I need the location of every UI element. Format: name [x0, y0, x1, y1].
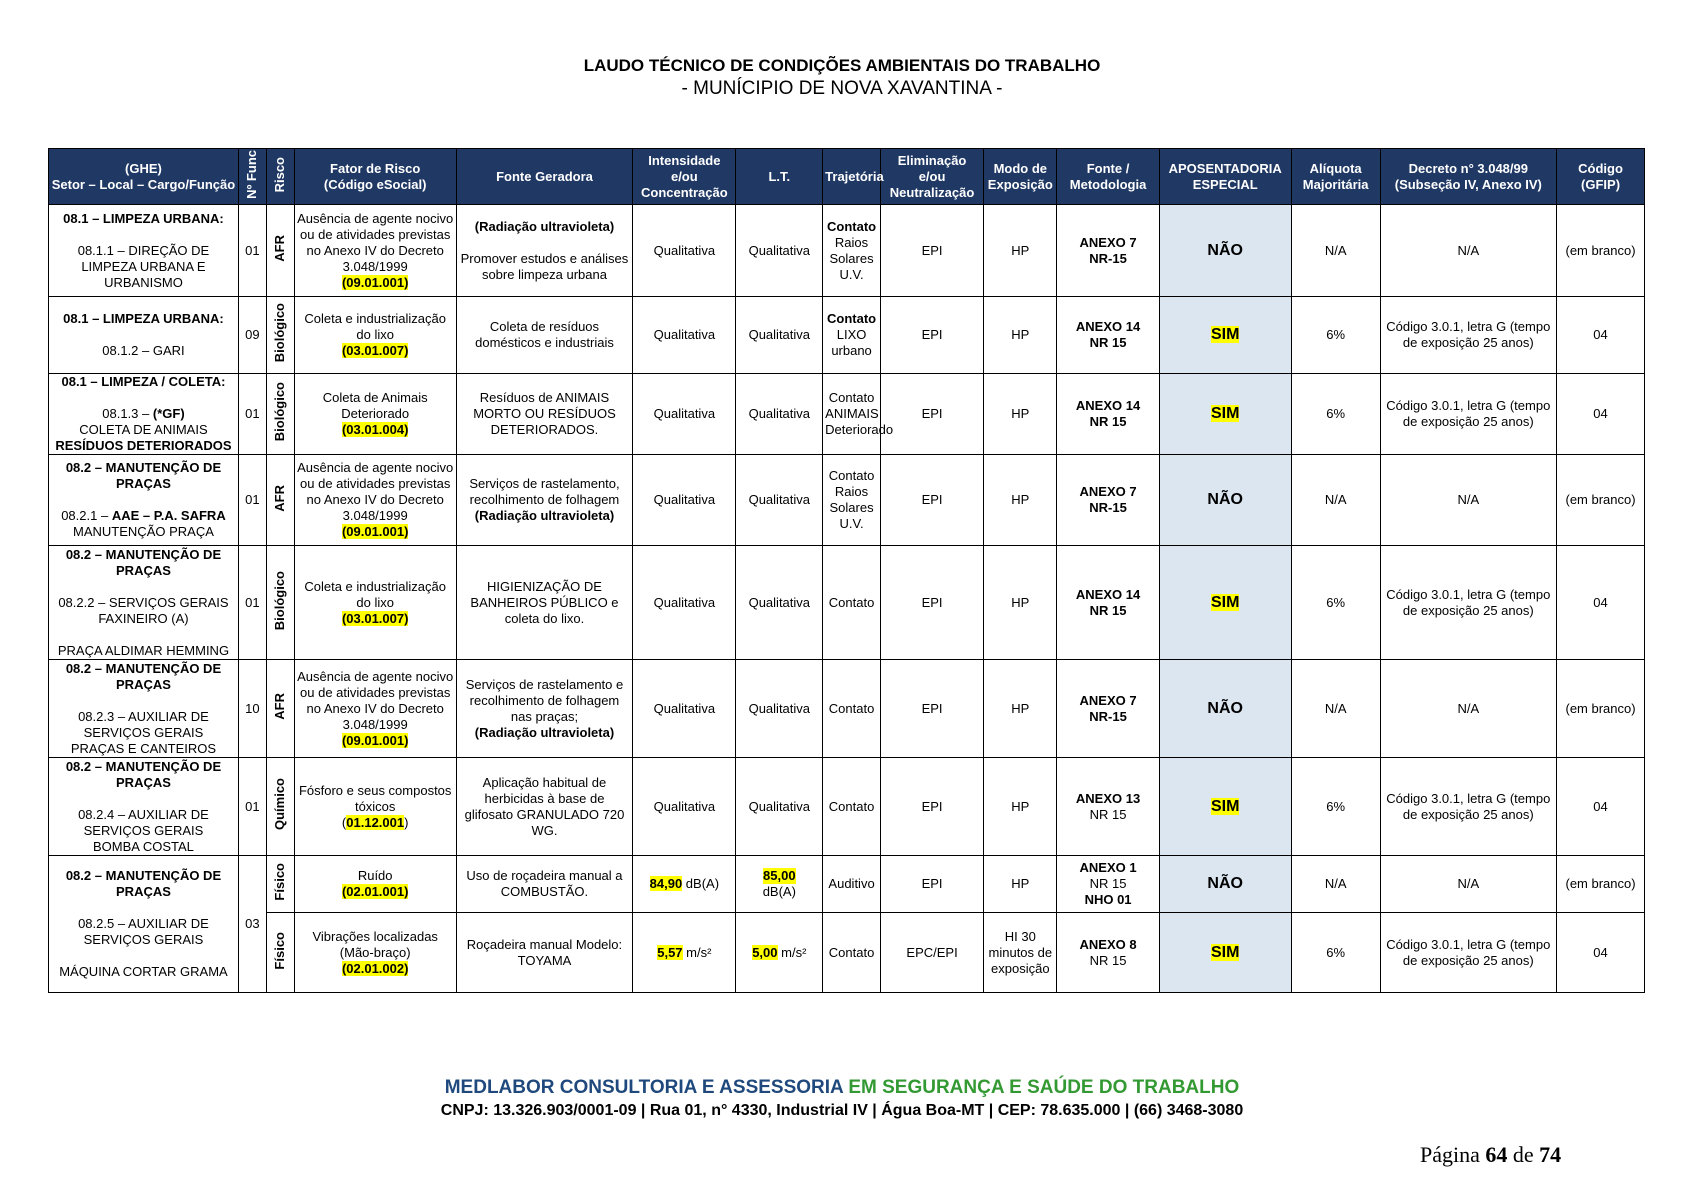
table-row	[49, 660, 1645, 758]
lt-cell: Qualitativa	[736, 758, 823, 856]
modo-exposicao-cell: HP	[984, 374, 1057, 455]
codigo-gfip-cell: 04	[1557, 913, 1645, 993]
lt-cell: Qualitativa	[736, 374, 823, 455]
table-row	[49, 297, 1645, 374]
intensidade-cell: Qualitativa	[633, 758, 736, 856]
table-row	[49, 856, 1645, 913]
table-header-row	[49, 149, 1645, 205]
page-number: Página 64 de 74	[1420, 1142, 1562, 1167]
header-eliminacao: Eliminação e/ou Neutralização	[880, 149, 983, 205]
codigo-gfip-cell: (em branco)	[1557, 205, 1645, 297]
header-intensidade: Intensidade e/ou Concentração	[633, 149, 736, 205]
decreto-cell: Código 3.0.1, letra G (tempo de exposição 25 anos)	[1380, 913, 1557, 993]
metodologia-cell: ANEXO 14 NR 15	[1057, 374, 1159, 455]
decreto-cell: Código 3.0.1, letra G (tempo de exposição 25 anos)	[1380, 758, 1557, 856]
fator-risco-cell: Ausência de agente nocivo ou de atividades previstas no Anexo IV do Decreto 3.048/1999 (09.01.001)	[294, 660, 456, 758]
codigo-gfip-cell: (em branco)	[1557, 660, 1645, 758]
eliminacao-cell: EPI	[880, 297, 983, 374]
eliminacao-cell: EPI	[880, 856, 983, 913]
codigo-gfip-cell: 04	[1557, 374, 1645, 455]
fonte-geradora-cell: Roçadeira manual Modelo: TOYAMA	[456, 913, 633, 993]
esocial-code: 01.12.001	[346, 814, 405, 830]
aposentadoria-cell: NÃO	[1159, 660, 1291, 758]
aliquota-cell: 6%	[1291, 913, 1380, 993]
ghe-setor-cell: 08.1 – LIMPEZA / COLETA: 08.1.3 – (*GF) COLETA DE ANIMAIS RESÍDUOS DETERIORADOS	[49, 374, 239, 455]
table-row	[49, 546, 1645, 660]
esocial-code: (03.01.007)	[341, 343, 409, 358]
header-ghe: (GHE) Setor – Local – Cargo/Função	[49, 149, 239, 205]
lt-cell: Qualitativa	[736, 660, 823, 758]
trajetoria-cell: Contato	[823, 546, 881, 660]
fonte-geradora-cell: (Radiação ultravioleta) Promover estudos e análises sobre limpeza urbana	[456, 205, 633, 297]
modo-exposicao-cell: HP	[984, 660, 1057, 758]
footer-company-name: MEDLABOR CONSULTORIA E ASSESSORIA EM SEGURANÇA E SAÚDE DO TRABALHO	[444, 1077, 1240, 1098]
esocial-code: (09.01.001)	[341, 274, 409, 290]
trajetoria-cell: Contato ANIMAIS Deteriorado	[823, 374, 881, 455]
intensidade-cell: 5,57 m/s²	[633, 913, 736, 993]
n-func-cell: 09	[238, 297, 266, 374]
metodologia-cell: ANEXO 7 NR-15	[1057, 455, 1159, 546]
aposentadoria-cell: SIM	[1159, 546, 1291, 660]
header-n-func: Nº Func	[238, 149, 266, 205]
aposentadoria-cell: SIM	[1159, 758, 1291, 856]
fator-risco-cell: Coleta e industrialização do lixo (03.01.007)	[294, 546, 456, 660]
lt-cell: Qualitativa	[736, 297, 823, 374]
metodologia-cell: ANEXO 7 NR-15	[1057, 660, 1159, 758]
eliminacao-cell: EPI	[880, 374, 983, 455]
risco-cell: Físico	[266, 856, 294, 913]
table-row	[49, 455, 1645, 546]
metodologia-cell: ANEXO 7 NR-15	[1057, 205, 1159, 297]
document-title: LAUDO TÉCNICO DE CONDIÇÕES AMBIENTAIS DO TRABALHO	[583, 56, 1101, 75]
lt-cell: 85,00 dB(A)	[736, 856, 823, 913]
trajetoria-cell: Contato LIXO urbano	[823, 297, 881, 374]
footer-address: CNPJ: 13.326.903/0001-09 | Rua 01, n° 4330, Industrial IV | Água Boa-MT | CEP: 78.635.000 | (66) 3468-3080	[440, 1102, 1244, 1119]
esocial-code: (09.01.001)	[341, 732, 409, 748]
risco-cell: Biológico	[266, 546, 294, 660]
trajetoria-cell: Contato	[823, 758, 881, 856]
fonte-geradora-cell: Uso de roçadeira manual a COMBUSTÃO.	[456, 856, 633, 913]
table-row	[49, 374, 1645, 455]
risco-cell: Biológico	[266, 374, 294, 455]
esocial-code: (02.01.002)	[341, 960, 409, 976]
aliquota-cell: N/A	[1291, 205, 1380, 297]
fator-risco-cell: Vibrações localizadas (Mão-braço) (02.01.002)	[294, 913, 456, 993]
aposentadoria-cell: NÃO	[1159, 455, 1291, 546]
header-fator-risco: Fator de Risco (Código eSocial)	[294, 149, 456, 205]
table-row	[49, 758, 1645, 856]
fonte-geradora-cell: Coleta de resíduos domésticos e industriais	[456, 297, 633, 374]
header-aposentadoria: APOSENTADORIA ESPECIAL	[1159, 149, 1291, 205]
intensidade-cell: Qualitativa	[633, 374, 736, 455]
aliquota-cell: 6%	[1291, 374, 1380, 455]
fonte-geradora-cell: Resíduos de ANIMAIS MORTO OU RESÍDUOS DETERIORADOS.	[456, 374, 633, 455]
aliquota-cell: 6%	[1291, 546, 1380, 660]
trajetoria-cell: Auditivo	[823, 856, 881, 913]
ghe-setor-cell: 08.1 – LIMPEZA URBANA: 08.1.1 – DIREÇÃO DE LIMPEZA URBANA E URBANISMO	[49, 205, 239, 297]
aliquota-cell: N/A	[1291, 455, 1380, 546]
lt-cell: Qualitativa	[736, 455, 823, 546]
fator-risco-cell: Ausência de agente nocivo ou de atividades previstas no Anexo IV do Decreto 3.048/1999 (09.01.001)	[294, 205, 456, 297]
eliminacao-cell: EPC/EPI	[880, 913, 983, 993]
esocial-code: (03.01.007)	[341, 610, 409, 626]
fonte-geradora-cell: Serviços de rastelamento e recolhimento de folhagem nas praças; (Radiação ultravioleta)	[456, 660, 633, 758]
aposentadoria-cell: NÃO	[1159, 205, 1291, 297]
fator-risco-cell: Ruído (02.01.001)	[294, 856, 456, 913]
decreto-cell: N/A	[1380, 660, 1557, 758]
metodologia-cell: ANEXO 8 NR 15	[1057, 913, 1159, 993]
trajetoria-cell: Contato	[823, 913, 881, 993]
codigo-gfip-cell: (em branco)	[1557, 455, 1645, 546]
fonte-geradora-cell: HIGIENIZAÇÃO DE BANHEIROS PÚBLICO e coleta do lixo.	[456, 546, 633, 660]
eliminacao-cell: EPI	[880, 205, 983, 297]
intensidade-cell: 84,90 dB(A)	[633, 856, 736, 913]
fonte-geradora-cell: Serviços de rastelamento, recolhimento de folhagem (Radiação ultravioleta)	[456, 455, 633, 546]
lt-cell: 5,00 m/s²	[736, 913, 823, 993]
fator-risco-cell: Coleta de Animais Deteriorado (03.01.004)	[294, 374, 456, 455]
modo-exposicao-cell: HP	[984, 205, 1057, 297]
n-func-cell: 01	[238, 374, 266, 455]
ghe-setor-cell: 08.1 – LIMPEZA URBANA: 08.1.2 – GARI	[49, 297, 239, 374]
decreto-cell: Código 3.0.1, letra G (tempo de exposição 25 anos)	[1380, 374, 1557, 455]
ghe-setor-cell: 08.2 – MANUTENÇÃO DE PRAÇAS 08.2.5 – AUXILIAR DE SERVIÇOS GERAIS MÁQUINA CORTAR GRAMA	[49, 856, 239, 993]
aposentadoria-cell: NÃO	[1159, 856, 1291, 913]
decreto-cell: N/A	[1380, 205, 1557, 297]
risco-cell: Físico	[266, 913, 294, 993]
n-func-cell: 01	[238, 546, 266, 660]
decreto-cell: N/A	[1380, 455, 1557, 546]
intensidade-cell: Qualitativa	[633, 297, 736, 374]
fonte-geradora-cell: Aplicação habitual de herbicidas à base de glifosato GRANULADO 720 WG.	[456, 758, 633, 856]
intensidade-cell: Qualitativa	[633, 660, 736, 758]
risco-cell: Biológico	[266, 297, 294, 374]
ghe-setor-cell: 08.2 – MANUTENÇÃO DE PRAÇAS 08.2.3 – AUXILIAR DE SERVIÇOS GERAIS PRAÇAS E CANTEIROS	[49, 660, 239, 758]
ghe-setor-cell: 08.2 – MANUTENÇÃO DE PRAÇAS 08.2.2 – SERVIÇOS GERAIS FAXINEIRO (A) PRAÇA ALDIMAR HEMMING	[49, 546, 239, 660]
trajetoria-cell: Contato Raios Solares U.V.	[823, 205, 881, 297]
fator-risco-cell: Coleta e industrialização do lixo (03.01.007)	[294, 297, 456, 374]
metodologia-cell: ANEXO 14 NR 15	[1057, 297, 1159, 374]
modo-exposicao-cell: HP	[984, 297, 1057, 374]
n-func-cell: 01	[238, 205, 266, 297]
header-trajetoria: Trajetória	[823, 149, 881, 205]
ghe-setor-cell: 08.2 – MANUTENÇÃO DE PRAÇAS 08.2.1 – AAE – P.A. SAFRA MANUTENÇÃO PRAÇA	[49, 455, 239, 546]
codigo-gfip-cell: 04	[1557, 546, 1645, 660]
aposentadoria-cell: SIM	[1159, 297, 1291, 374]
esocial-code: (03.01.004)	[341, 422, 409, 437]
aposentadoria-cell: SIM	[1159, 374, 1291, 455]
n-func-cell: 03	[238, 856, 266, 993]
table-row	[49, 205, 1645, 297]
decreto-cell: Código 3.0.1, letra G (tempo de exposição 25 anos)	[1380, 546, 1557, 660]
risco-cell: AFR	[266, 660, 294, 758]
aposentadoria-cell: SIM	[1159, 913, 1291, 993]
header-fonte-metodologia: Fonte / Metodologia	[1057, 149, 1159, 205]
risco-cell: AFR	[266, 205, 294, 297]
risco-cell: Químico	[266, 758, 294, 856]
aliquota-cell: 6%	[1291, 297, 1380, 374]
intensidade-cell: Qualitativa	[633, 455, 736, 546]
metodologia-cell: ANEXO 14 NR 15	[1057, 546, 1159, 660]
aliquota-cell: N/A	[1291, 660, 1380, 758]
aliquota-cell: 6%	[1291, 758, 1380, 856]
esocial-code: (02.01.001)	[341, 884, 409, 899]
n-func-cell: 01	[238, 758, 266, 856]
decreto-cell: Código 3.0.1, letra G (tempo de exposição 25 anos)	[1380, 297, 1557, 374]
fator-risco-cell: Fósforo e seus compostos tóxicos (01.12.001)	[294, 758, 456, 856]
n-func-cell: 10	[238, 660, 266, 758]
eliminacao-cell: EPI	[880, 546, 983, 660]
header-modo-exposicao: Modo de Exposição	[984, 149, 1057, 205]
trajetoria-cell: Contato Raios Solares U.V.	[823, 455, 881, 546]
metodologia-cell: ANEXO 13 NR 15	[1057, 758, 1159, 856]
decreto-cell: N/A	[1380, 856, 1557, 913]
modo-exposicao-cell: HP	[984, 758, 1057, 856]
n-func-cell: 01	[238, 455, 266, 546]
header-aliquota: Alíquota Majoritária	[1291, 149, 1380, 205]
intensidade-cell: Qualitativa	[633, 546, 736, 660]
modo-exposicao-cell: HP	[984, 546, 1057, 660]
header-risco: Risco	[266, 149, 294, 205]
codigo-gfip-cell: 04	[1557, 758, 1645, 856]
ghe-table	[48, 148, 1645, 993]
eliminacao-cell: EPI	[880, 455, 983, 546]
risco-cell: AFR	[266, 455, 294, 546]
eliminacao-cell: EPI	[880, 660, 983, 758]
eliminacao-cell: EPI	[880, 758, 983, 856]
esocial-code: (09.01.001)	[341, 524, 409, 539]
codigo-gfip-cell: 04	[1557, 297, 1645, 374]
header-codigo-gfip: Código (GFIP)	[1557, 149, 1645, 205]
header-fonte-geradora: Fonte Geradora	[456, 149, 633, 205]
lt-cell: Qualitativa	[736, 546, 823, 660]
table-row	[49, 913, 1645, 993]
trajetoria-cell: Contato	[823, 660, 881, 758]
modo-exposicao-cell: HP	[984, 856, 1057, 913]
ghe-setor-cell: 08.2 – MANUTENÇÃO DE PRAÇAS 08.2.4 – AUXILIAR DE SERVIÇOS GERAIS BOMBA COSTAL	[49, 758, 239, 856]
header-decreto: Decreto n° 3.048/99 (Subseção IV, Anexo IV)	[1380, 149, 1557, 205]
document-subtitle: - MUNÍCIPIO DE NOVA XAVANTINA -	[681, 78, 1003, 99]
fator-risco-cell: Ausência de agente nocivo ou de atividades previstas no Anexo IV do Decreto 3.048/1999 (09.01.001)	[294, 455, 456, 546]
intensidade-cell: Qualitativa	[633, 205, 736, 297]
aliquota-cell: N/A	[1291, 856, 1380, 913]
header-lt: L.T.	[736, 149, 823, 205]
codigo-gfip-cell: (em branco)	[1557, 856, 1645, 913]
metodologia-cell: ANEXO 1 NR 15 NHO 01	[1057, 856, 1159, 913]
lt-cell: Qualitativa	[736, 205, 823, 297]
modo-exposicao-cell: HI 30 minutos de exposição	[984, 913, 1057, 993]
modo-exposicao-cell: HP	[984, 455, 1057, 546]
